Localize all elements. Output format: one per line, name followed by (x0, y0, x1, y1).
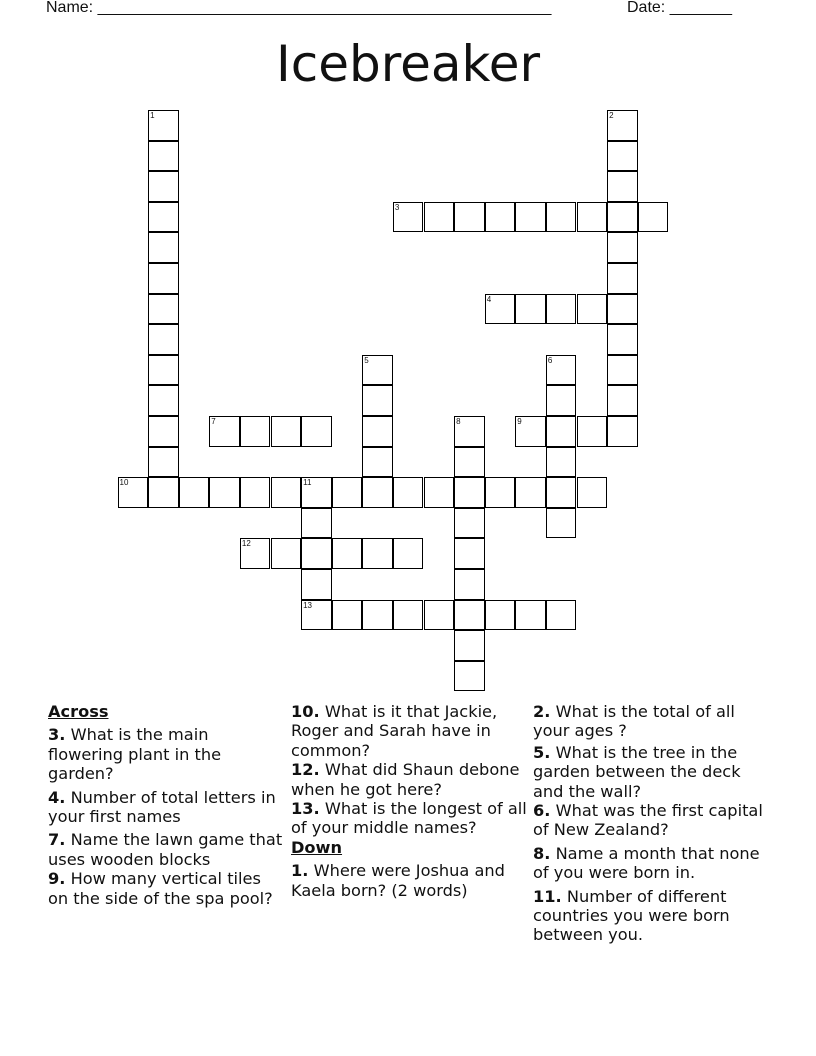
grid-cell[interactable] (607, 385, 638, 416)
grid-cell[interactable] (301, 538, 332, 569)
grid-cell[interactable] (607, 141, 638, 172)
across-clue-4: 4. Number of total letters in your first names (48, 787, 276, 827)
cell-number: 6 (547, 355, 553, 365)
grid-cell[interactable] (148, 477, 179, 508)
page-title: Icebreaker (275, 35, 541, 93)
grid-cell[interactable] (271, 477, 302, 508)
grid-cell[interactable] (607, 110, 638, 141)
grid-cell[interactable] (424, 202, 455, 233)
grid-cell[interactable] (424, 477, 455, 508)
grid-cell[interactable] (638, 202, 669, 233)
grid-cell[interactable] (393, 477, 424, 508)
grid-cell[interactable] (485, 202, 516, 233)
down-clue-8: 8. Name a month that none of you were born in. (533, 843, 760, 883)
grid-cell[interactable] (454, 538, 485, 569)
grid-cell[interactable] (515, 477, 546, 508)
grid-cell[interactable] (148, 385, 179, 416)
grid-cell[interactable] (271, 538, 302, 569)
grid-cell[interactable] (577, 416, 608, 447)
across-clue-13: 13. What is the longest of all of your middle names? (291, 799, 527, 838)
clues-column-3 (533, 702, 769, 949)
grid-cell[interactable] (515, 600, 546, 631)
grid-cell[interactable] (179, 477, 210, 508)
grid-cell[interactable] (607, 232, 638, 263)
down-clue-1: 1. Where were Joshua and Kaela born? (2 words) (291, 861, 505, 900)
clues-column-2 (291, 702, 527, 904)
grid-cell[interactable] (546, 477, 577, 508)
grid-cell[interactable] (454, 508, 485, 539)
cell-number: 4 (486, 294, 492, 304)
grid-cell[interactable] (607, 294, 638, 325)
grid-cell[interactable] (515, 416, 546, 447)
grid-cell[interactable] (607, 355, 638, 386)
across-clue-7: 7. Name the lawn game that uses wooden blocks (48, 830, 283, 869)
across-clue-9: 9. How many vertical tiles on the side of the spa pool? (48, 869, 273, 908)
grid-cell[interactable] (301, 477, 332, 508)
grid-cell[interactable] (209, 477, 240, 508)
grid-cell[interactable] (546, 202, 577, 233)
grid-cell[interactable] (301, 416, 332, 447)
grid-cell[interactable] (546, 294, 577, 325)
cell-number: 1 (150, 111, 155, 120)
cell-number: 9 (517, 417, 522, 426)
down-clue-2: 2. What is the total of all your ages ? (533, 702, 735, 741)
grid-cell[interactable] (148, 355, 179, 386)
grid-cell[interactable] (454, 416, 485, 447)
grid-cell[interactable] (546, 447, 577, 478)
grid-cell[interactable] (209, 416, 240, 447)
grid-cell[interactable] (148, 263, 179, 294)
grid-cell[interactable] (607, 171, 638, 202)
name-field-label[interactable]: Name: ___________________________________________________ (46, 0, 552, 16)
grid-cell[interactable] (148, 141, 179, 172)
down-heading: Down (291, 837, 343, 857)
across-clue-10: 10. What is it that Jackie, Roger and Sarah have in common? (291, 702, 498, 760)
grid-cell[interactable] (454, 661, 485, 692)
down-clue-11: 11. Number of different countries you were born between you. (533, 886, 730, 945)
grid-cell[interactable] (362, 385, 393, 416)
grid-cell[interactable] (240, 477, 271, 508)
grid-cell[interactable] (546, 416, 577, 447)
across-clue-12: 12. What did Shaun debone when he got here? (291, 760, 520, 799)
grid-cell[interactable] (454, 600, 485, 631)
grid-cell[interactable] (546, 600, 577, 631)
grid-cell[interactable] (148, 232, 179, 263)
grid-cell[interactable] (271, 416, 302, 447)
grid-cell[interactable] (485, 477, 516, 508)
grid-cell[interactable] (240, 538, 271, 569)
grid-cell[interactable] (301, 600, 332, 631)
grid-cell[interactable] (148, 447, 179, 478)
cell-number: 12 (241, 539, 251, 549)
grid-cell[interactable] (607, 416, 638, 447)
grid-cell[interactable] (393, 600, 424, 631)
grid-cell[interactable] (148, 294, 179, 325)
grid-cell[interactable] (577, 294, 608, 325)
grid-cell[interactable] (332, 538, 363, 569)
grid-cell[interactable] (546, 355, 577, 386)
grid-cell[interactable] (454, 477, 485, 508)
clues-column-1 (48, 702, 284, 912)
grid-cell[interactable] (148, 171, 179, 202)
down-clue-5: 5. What is the tree in the garden between the deck and the wall? (533, 742, 741, 801)
grid-cell[interactable] (362, 355, 393, 386)
cell-number: 3 (394, 202, 400, 212)
grid-cell[interactable] (362, 477, 393, 508)
grid-cell[interactable] (148, 202, 179, 233)
grid-cell[interactable] (148, 110, 179, 141)
grid-cell[interactable] (485, 294, 516, 325)
across-clue-3: 3. What is the main flowering plant in the garden? (48, 725, 222, 784)
grid-cell[interactable] (577, 202, 608, 233)
grid-cell[interactable] (362, 538, 393, 569)
grid-cell[interactable] (301, 508, 332, 539)
grid-cell[interactable] (577, 477, 608, 508)
grid-cell[interactable] (424, 600, 455, 631)
grid-cell[interactable] (454, 202, 485, 233)
down-clue-6: 6. What was the first capital of New Zealand? (533, 801, 763, 840)
grid-cell[interactable] (454, 630, 485, 661)
cell-number: 7 (211, 417, 216, 426)
grid-cell[interactable] (332, 477, 363, 508)
across-heading: Across (48, 702, 109, 721)
grid-cell[interactable] (240, 416, 271, 447)
grid-cell[interactable] (607, 202, 638, 233)
grid-cell[interactable] (515, 294, 546, 325)
date-field-label[interactable]: Date: _______ (627, 0, 732, 16)
grid-cell[interactable] (148, 324, 179, 355)
grid-cell[interactable] (607, 263, 638, 294)
cell-number: 10 (119, 478, 129, 488)
cell-number: 8 (456, 417, 461, 426)
grid-cell[interactable] (362, 447, 393, 478)
cell-number: 13 (303, 600, 312, 610)
cell-number: 11 (303, 478, 312, 488)
grid-cell[interactable] (546, 385, 577, 416)
grid-cell[interactable] (118, 477, 149, 508)
grid-cell[interactable] (485, 600, 516, 631)
grid-cell[interactable] (362, 600, 393, 631)
cell-number: 2 (609, 111, 614, 120)
grid-cell[interactable] (393, 538, 424, 569)
grid-cell[interactable] (515, 202, 546, 233)
grid-cell[interactable] (301, 569, 332, 600)
grid-cell[interactable] (332, 600, 363, 631)
grid-cell[interactable] (393, 202, 424, 233)
grid-cell[interactable] (607, 324, 638, 355)
grid-cell[interactable] (362, 416, 393, 447)
grid-cell[interactable] (546, 508, 577, 539)
grid-cell[interactable] (454, 447, 485, 478)
cell-number: 5 (364, 355, 369, 365)
grid-cell[interactable] (148, 416, 179, 447)
grid-cell[interactable] (454, 569, 485, 600)
